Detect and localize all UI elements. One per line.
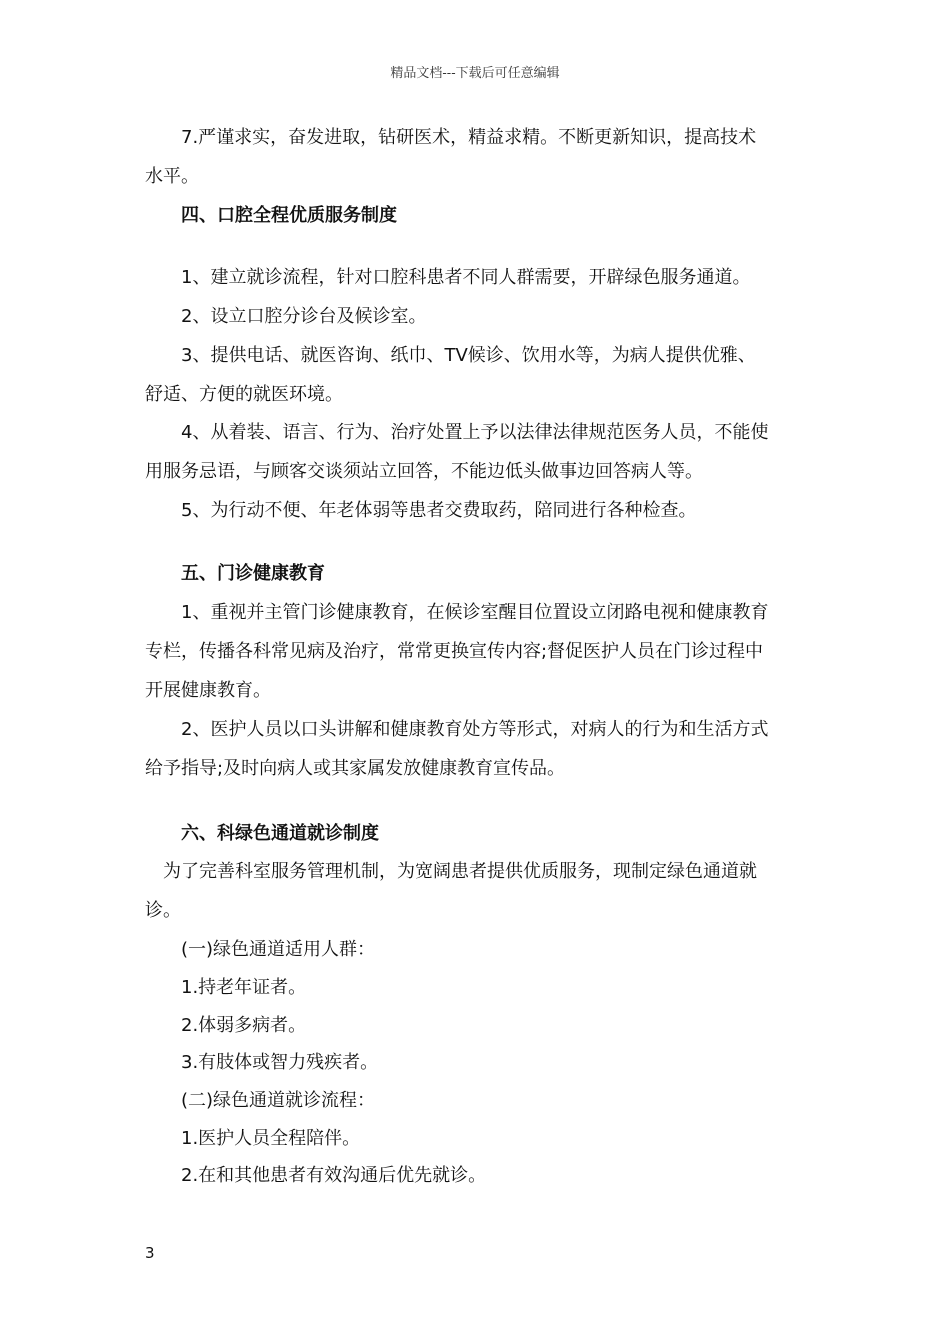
paragraph-line: 用服务忌语，与顾客交谈须站立回答，不能边低头做事边回答病人等。 xyxy=(145,461,703,482)
section-heading: 四、口腔全程优质服务制度 xyxy=(181,205,397,226)
paragraph-line: 4、从着装、语言、行为、治疗处置上予以法律法律规范医务人员，不能使 xyxy=(181,422,769,443)
paragraph-line: 诊。 xyxy=(145,900,181,921)
paragraph-line: 舒适、方便的就医环境。 xyxy=(145,384,343,405)
paragraph-line: 2、设立口腔分诊台及候诊室。 xyxy=(181,306,427,327)
paragraph-line: 5、为行动不便、年老体弱等患者交费取药，陪同进行各种检查。 xyxy=(181,500,697,521)
list-heading: (一)绿色通道适用人群： xyxy=(181,939,376,960)
page-number: 3 xyxy=(145,1244,155,1262)
section-heading: 六、科绿色通道就诊制度 xyxy=(181,823,379,844)
paragraph-line: 2、医护人员以口头讲解和健康教育处方等形式，对病人的行为和生活方式 xyxy=(181,719,769,740)
paragraph-line: 给予指导;及时向病人或其家属发放健康教育宣传品。 xyxy=(145,758,566,779)
paragraph-line: 水平。 xyxy=(145,166,199,187)
paragraph-line: 开展健康教育。 xyxy=(145,680,271,701)
list-item: 1.持老年证者。 xyxy=(181,977,307,998)
paragraph-line: 为了完善科室服务管理机制，为宽阔患者提供优质服务，现制定绿色通道就 xyxy=(163,861,757,882)
section-heading: 五、门诊健康教育 xyxy=(181,563,325,584)
list-item: 3.有肢体或智力残疾者。 xyxy=(181,1052,379,1073)
paragraph-line: 1、建立就诊流程，针对口腔科患者不同人群需要，开辟绿色服务通道。 xyxy=(181,267,751,288)
page-header: 精品文档---下载后可任意编辑 xyxy=(390,66,560,81)
list-heading: (二)绿色通道就诊流程： xyxy=(181,1090,376,1111)
list-item: 1.医护人员全程陪伴。 xyxy=(181,1128,361,1149)
paragraph-line: 7.严谨求实，奋发进取，钻研医术，精益求精。不断更新知识，提高技术 xyxy=(181,127,757,148)
list-item: 2.体弱多病者。 xyxy=(181,1015,307,1036)
paragraph-line: 1、重视并主管门诊健康教育，在候诊室醒目位置设立闭路电视和健康教育 xyxy=(181,602,769,623)
paragraph-line: 专栏，传播各科常见病及治疗，常常更换宣传内容;督促医护人员在门诊过程中 xyxy=(145,641,764,662)
list-item: 2.在和其他患者有效沟通后优先就诊。 xyxy=(181,1165,487,1186)
paragraph-line: 3、提供电话、就医咨询、纸巾、TV候诊、饮用水等，为病人提供优雅、 xyxy=(181,345,756,366)
